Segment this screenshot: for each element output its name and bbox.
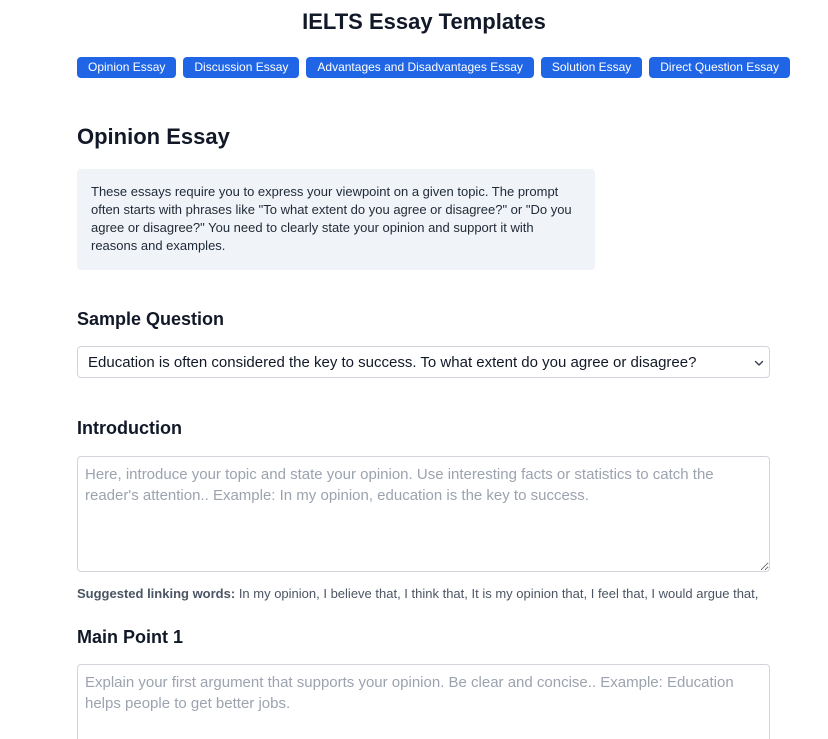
chevron-down-icon [753, 357, 765, 369]
essay-type-tabs [77, 57, 790, 78]
linking-words-list: In my opinion, I believe that, I think that, It is my opinion that, I feel that, I would argue that, [238, 586, 759, 601]
main-point-1-heading: Main Point 1 [77, 627, 184, 647]
tab-opinion-essay[interactable]: Opinion Essay [77, 57, 176, 78]
linking-words-label: Suggested linking words: [77, 586, 236, 601]
essay-description: These essays require you to express your viewpoint on a given topic. The prompt often starts with phrases like "To what extent do you agree or disagree?" or "Do you agree or disagree?" You need to clearly state your opinion and support it with reasons and examples. [77, 169, 595, 270]
introduction-heading: Introduction [77, 418, 182, 438]
sample-question-heading: Sample Question [77, 309, 225, 329]
tab-advantages-disadvantages-essay[interactable]: Advantages and Disadvantages Essay [306, 57, 533, 78]
tab-direct-question-essay[interactable]: Direct Question Essay [649, 57, 790, 78]
sample-question-selected-value: Education is often considered the key to success. To what extent do you agree or disagree? [88, 354, 697, 371]
tab-discussion-essay[interactable]: Discussion Essay [183, 57, 299, 78]
introduction-linking-words [77, 586, 758, 602]
tab-solution-essay[interactable]: Solution Essay [541, 57, 642, 78]
essay-title: Opinion Essay [77, 124, 230, 149]
main-point-1-textarea[interactable] [77, 664, 770, 739]
app-title: IELTS Essay Templates [302, 9, 546, 34]
introduction-textarea[interactable] [77, 456, 770, 572]
sample-question-select[interactable] [77, 346, 770, 378]
